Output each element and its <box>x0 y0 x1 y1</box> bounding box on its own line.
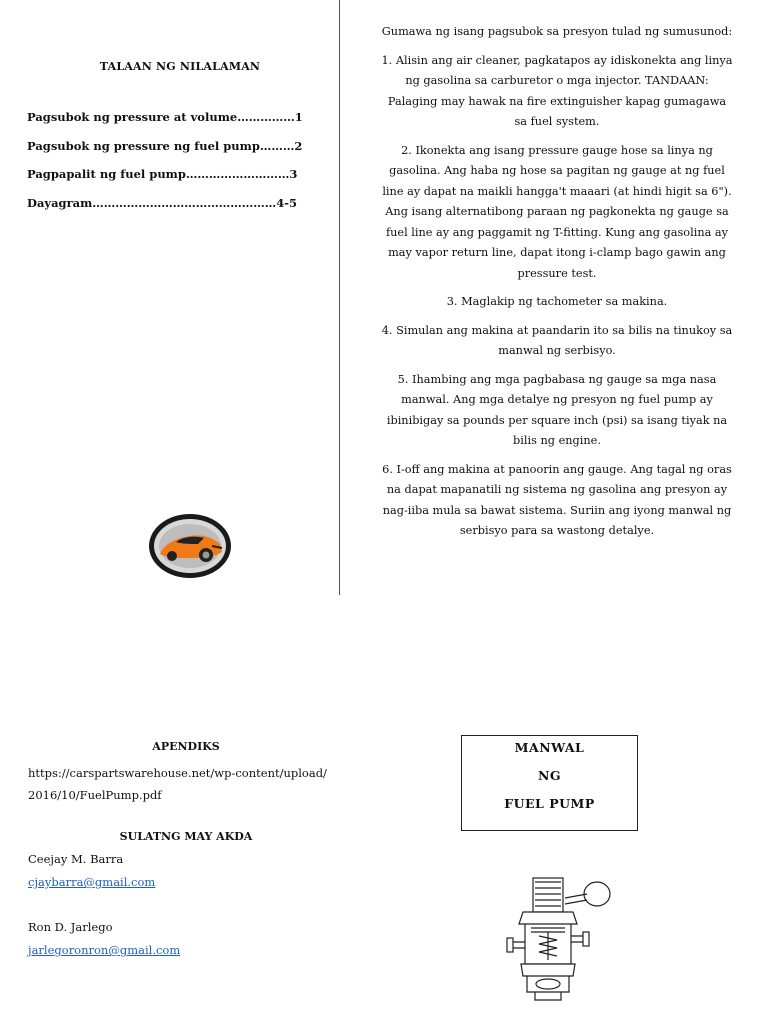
toc-item: Dayagram…………………………………………4-5 <box>27 195 298 210</box>
author-email-link[interactable]: cjaybarra@gmail.com <box>28 875 156 889</box>
toc-item: Pagsubok ng pressure at volume……………1 <box>27 110 303 124</box>
instruction-step: 3. Maglakip ng tachometer sa makina. <box>446 295 668 308</box>
appendix-url-line: 2016/10/FuelPump.pdf <box>28 788 162 802</box>
cover-title-line: FUEL PUMP <box>504 796 595 811</box>
cover-title-box <box>461 735 638 831</box>
appendix-url-line: https://carspartswarehouse.net/wp-content/upload/ <box>28 766 327 780</box>
fuel-pump-diagram-icon <box>505 872 615 1004</box>
author-name: Ceejay M. Barra <box>28 852 124 866</box>
instruction-step: 5. Ihambing ang mga pagbabasa ng gauge sa mga nasa manwal. Ang mga detalye ng presyon ng fuel pump ay ibinibigay sa pounds per square inch (psi) sa isang tiyak na bilis ng engine. <box>386 372 728 447</box>
fold-divider <box>339 0 340 595</box>
sports-car-logo-icon <box>146 510 234 582</box>
appendix-title: APENDIKS <box>152 740 220 753</box>
appendix-url <box>28 762 348 806</box>
toc-item: Pagsubok ng pressure ng fuel pump………2 <box>27 138 303 153</box>
toc-item: Pagpapalit ng fuel pump………………………3 <box>27 167 298 181</box>
instructions-intro: Gumawa ng isang pagsubok sa presyon tulad ng sumusunod: <box>381 25 733 38</box>
author-email-link[interactable]: jarlegoronron@gmail.com <box>28 943 181 957</box>
author-name: Ron D. Jarlego <box>28 920 113 934</box>
instruction-step: 6. I-off ang makina at panoorin ang gauge. Ang tagal ng oras na dapat mapanatili ng sistema ng gasolina ang presyon ay nag-iiba mula sa bawat sistema. Suriin ang iyong manwal ng serbisyo para sa wastong detalye. <box>382 462 732 537</box>
instructions <box>380 22 734 550</box>
instruction-step: 2. Ikonekta ang isang pressure gauge hose sa linya ng gasolina. Ang haba ng hose sa pagitan ng gauge at ng fuel line ay dapat na maikli hangga't maaari (at hindi higit sa 6"). Ang isang alternatibong paraan ng pagkonekta ng gauge sa fuel line ay ang paggamit ng T-fitting. Kung ang gasolina ay may vapor return line, dapat itong i-clamp bago gawin ang pressure test. <box>382 143 732 280</box>
instruction-step: 4. Simulan ang makina at paandarin ito sa bilis na tinukoy sa manwal ng serbisyo. <box>381 323 733 357</box>
toc-list <box>27 110 337 224</box>
instruction-step: 1. Alisin ang air cleaner, pagkatapos ay idiskonekta ang linya ng gasolina sa carburetor o mga injector. TANDAAN: Palaging may hawak na fire extinguisher kapag gumagawa sa fuel system. <box>381 53 733 128</box>
cover-title-line: MANWAL <box>514 740 585 755</box>
authors-title: SULATNG MAY AKDA <box>119 830 253 843</box>
toc-title: TALAAN NG NILALAMAN <box>99 60 261 73</box>
cover-title-line: NG <box>537 768 562 783</box>
